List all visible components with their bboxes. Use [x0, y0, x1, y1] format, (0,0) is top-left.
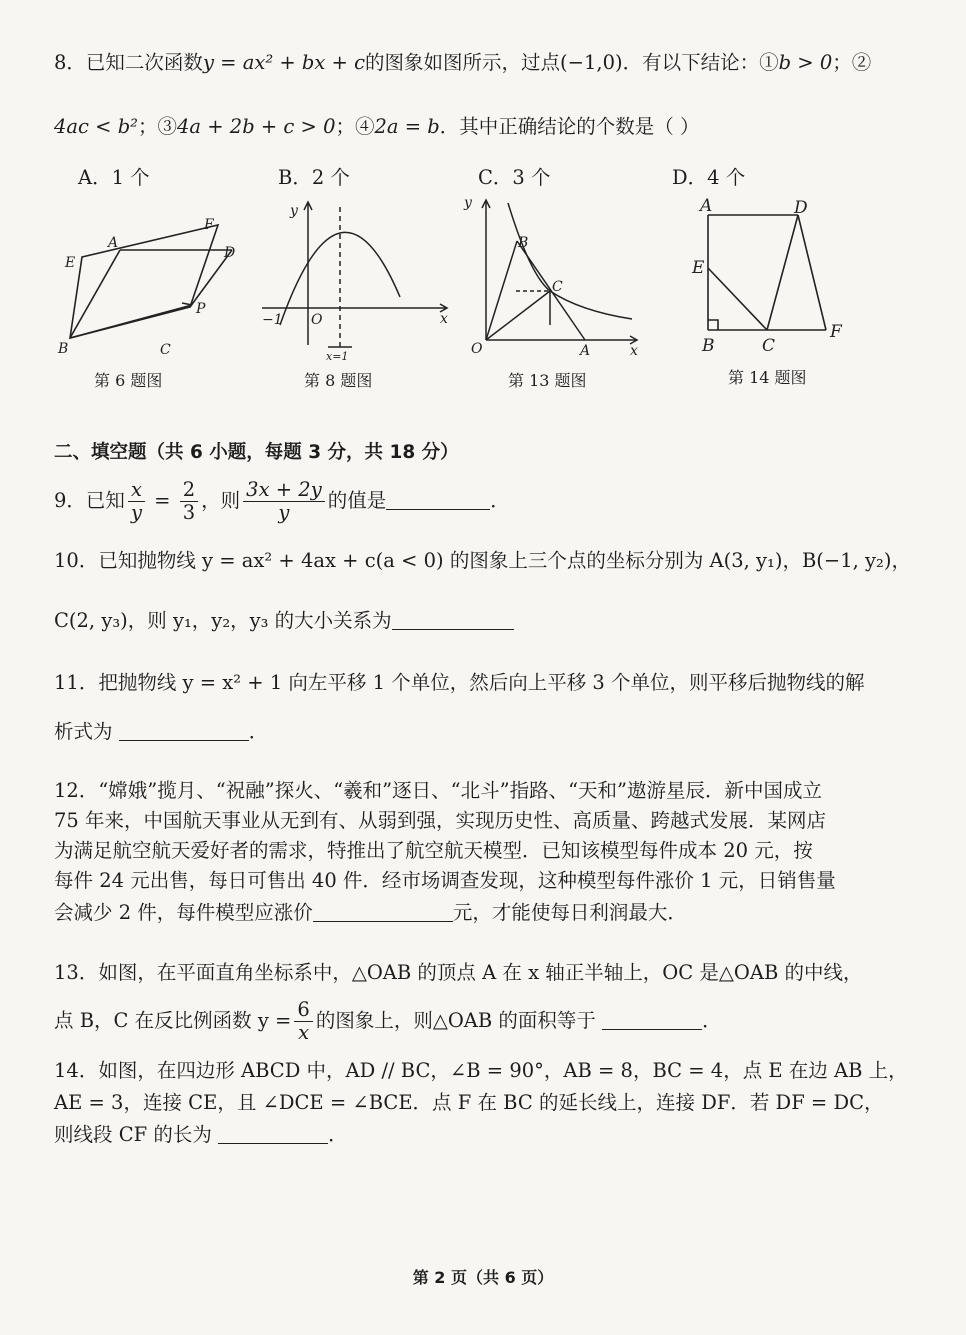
- q10-text: 已知抛物线 y = ax² + 4ax + c(a < 0) 的图象上三个点的坐标分别为 A(3, y₁)，B(−1, y₂)，: [98, 549, 911, 572]
- q9-text: ，则: [201, 489, 241, 512]
- q11-text: 把抛物线 y = x² + 1 向左平移 1 个单位，然后向上平移 3 个单位，则平移后抛物线的解: [98, 671, 865, 694]
- fig13-label-c: C: [552, 279, 563, 295]
- fig14-label-b: B: [702, 336, 715, 356]
- q9-fraction-xy: [128, 479, 145, 524]
- q8-option-b: B．2 个: [278, 166, 350, 189]
- q12-line4: 每件 24 元出售，每日可售出 40 件．经市场调查发现，这种模型每件涨价 1 元，日销售量: [54, 869, 836, 892]
- fig14-label-a: A: [700, 196, 713, 216]
- q9-frac-den: y: [130, 501, 142, 524]
- q11-line1: [54, 668, 865, 698]
- q8-equation: y = ax² + bx + c: [202, 51, 366, 74]
- q14-line1: [54, 1056, 908, 1086]
- figure-14: [708, 215, 826, 330]
- q8-text: 的图象如图所示，过点: [365, 51, 561, 74]
- q14-text: 则线段 CF 的长为: [54, 1123, 212, 1146]
- fig13-label-a: A: [580, 343, 591, 359]
- fig14-caption: 第 14 题图: [728, 368, 807, 387]
- fig6-label-d: D: [224, 245, 236, 261]
- fig14-label-e: E: [692, 258, 705, 278]
- q14-text: ．: [328, 1123, 348, 1146]
- q8-text: ；②: [832, 51, 872, 74]
- q8-option-a: A．1 个: [78, 166, 150, 189]
- q9: [54, 478, 510, 524]
- q9-text: 已知: [85, 489, 125, 512]
- q13-text: 点 B，C 在反比例函数 y =: [54, 1009, 292, 1032]
- q9-frac-num: 3x + 2y: [243, 479, 325, 502]
- q8-point: (−1,0): [560, 51, 623, 74]
- q13-line1: [54, 958, 863, 988]
- q10-number: 10．: [54, 549, 99, 572]
- q8-conclusion-4: 2a = b: [374, 115, 440, 138]
- fig8-caption: 第 8 题图: [304, 371, 373, 390]
- q11-answer-blank[interactable]: [119, 718, 249, 741]
- q9-number: 9．: [54, 489, 86, 512]
- q13-text: 的图象上，则△OAB 的面积等于: [315, 1009, 596, 1032]
- q8-conclusion-1: b > 0: [778, 51, 833, 74]
- q9-fraction-23: [180, 479, 198, 524]
- q13-line2: [54, 998, 722, 1044]
- q8-text: ；③: [138, 115, 178, 138]
- figures-row: [0, 195, 966, 365]
- q12-line5: [54, 898, 687, 928]
- q11-number: 11．: [54, 671, 99, 694]
- fig8-label-y: y: [290, 203, 298, 219]
- q14-line3: [54, 1120, 348, 1150]
- q12-text: 元，才能使每日利润最大．: [452, 901, 687, 924]
- fig6-label-a: A: [108, 235, 119, 251]
- q10-line1: [54, 546, 911, 576]
- q13-frac-den: x: [298, 1021, 310, 1044]
- q12-line2: 75 年来，中国航天事业从无到有、从弱到强，实现历史性、高质量、跨越式发展．某网店: [54, 809, 827, 832]
- q8-conclusion-3: 4a + 2b + c > 0: [177, 115, 336, 138]
- fig6-caption: 第 6 题图: [94, 371, 163, 390]
- q11-text: ．: [248, 720, 269, 743]
- q11-text: 析式为: [54, 720, 113, 743]
- q8-line1: [54, 48, 871, 78]
- q9-text: 的值是: [327, 489, 387, 512]
- q12-text: “嫦娥”揽月、“祝融”探火、“羲和”逐日、“北斗”指路、“天和”遨游星辰．新中国成立: [98, 779, 823, 802]
- fig13-caption: 第 13 题图: [508, 371, 587, 390]
- q14-answer-blank[interactable]: [218, 1121, 328, 1144]
- fig14-label-d: D: [794, 198, 808, 218]
- q9-text: ．: [490, 489, 510, 512]
- q13-fraction: [294, 999, 312, 1044]
- q9-frac-den: y: [278, 501, 290, 524]
- fig8-label-axis: x=1: [326, 350, 349, 363]
- fig6-label-c: C: [160, 342, 171, 358]
- q8-number: 8．: [54, 51, 86, 74]
- figure-13: [482, 200, 637, 344]
- q9-answer-blank[interactable]: [386, 487, 490, 510]
- q9-frac-den: 3: [182, 501, 196, 524]
- q8-option-d: D．4 个: [672, 166, 746, 189]
- q9-frac-num: 2: [180, 479, 198, 502]
- q10-answer-blank[interactable]: [392, 607, 514, 630]
- figure-8: [262, 202, 447, 350]
- figure-6: [70, 225, 232, 338]
- q8-text: ；④: [335, 115, 375, 138]
- q9-equals: =: [147, 489, 177, 512]
- q8-text: ．其中正确结论的个数是（ ）: [439, 115, 700, 138]
- fig6-label-p: P: [196, 301, 206, 317]
- fig13-label-x: x: [630, 343, 638, 359]
- fig6-label-f: F: [204, 217, 214, 233]
- q9-fraction-expr: [243, 479, 325, 524]
- fig8-label-minus1: −1: [262, 312, 283, 328]
- page-footer: 第 2 页（共 6 页）: [412, 1268, 554, 1287]
- q9-frac-num: x: [128, 479, 145, 502]
- q8-conclusion-2: 4ac < b²: [54, 115, 138, 138]
- fig13-label-y: y: [464, 195, 472, 211]
- fig6-label-b: B: [58, 341, 69, 357]
- q8-line2: [54, 112, 699, 142]
- q8-option-c: C．3 个: [478, 166, 551, 189]
- q8-text: ．有以下结论：①: [622, 51, 779, 74]
- q14-number: 14．: [54, 1059, 99, 1082]
- q13-text: ．: [702, 1009, 722, 1032]
- fig13-label-o: O: [471, 341, 483, 357]
- q12-line1: [54, 776, 822, 806]
- q8-text: 已知二次函数: [85, 51, 203, 74]
- fig8-label-x: x: [440, 311, 448, 327]
- fig8-label-o: O: [311, 312, 323, 328]
- q13-number: 13．: [54, 961, 99, 984]
- q12-answer-blank[interactable]: [313, 899, 453, 922]
- fig13-label-b: B: [518, 235, 529, 251]
- q12-text: 会减少 2 件，每件模型应涨价: [54, 901, 313, 924]
- q12-line3: 为满足航空航天爱好者的需求，特推出了航空航天模型．已知该模型每件成本 20 元，按: [54, 839, 813, 862]
- q11-line2: [54, 717, 268, 747]
- q13-answer-blank[interactable]: [602, 1007, 702, 1030]
- q10-text: C(2, y₃)，则 y₁，y₂，y₃ 的大小关系为: [54, 609, 392, 632]
- q13-frac-num: 6: [294, 999, 312, 1022]
- q14-text: 如图，在四边形 ABCD 中，AD // BC，∠B = 90°，AB = 8，BC = 4，点 E 在边 AB 上，: [98, 1059, 908, 1082]
- q10-line2: [54, 606, 514, 636]
- fig6-label-e: E: [65, 255, 76, 271]
- q14-line2: AE = 3，连接 CE，且 ∠DCE = ∠BCE．点 F 在 BC 的延长线上，连接 DF．若 DF = DC，: [54, 1091, 884, 1114]
- section-2-heading: 二、填空题（共 6 小题，每题 3 分，共 18 分）: [54, 442, 459, 463]
- fig14-label-c: C: [762, 336, 776, 356]
- fig14-label-f: F: [830, 322, 842, 342]
- q12-number: 12．: [54, 779, 99, 802]
- q13-text: 如图，在平面直角坐标系中，△OAB 的顶点 A 在 x 轴正半轴上，OC 是△OAB 的中线，: [98, 961, 863, 984]
